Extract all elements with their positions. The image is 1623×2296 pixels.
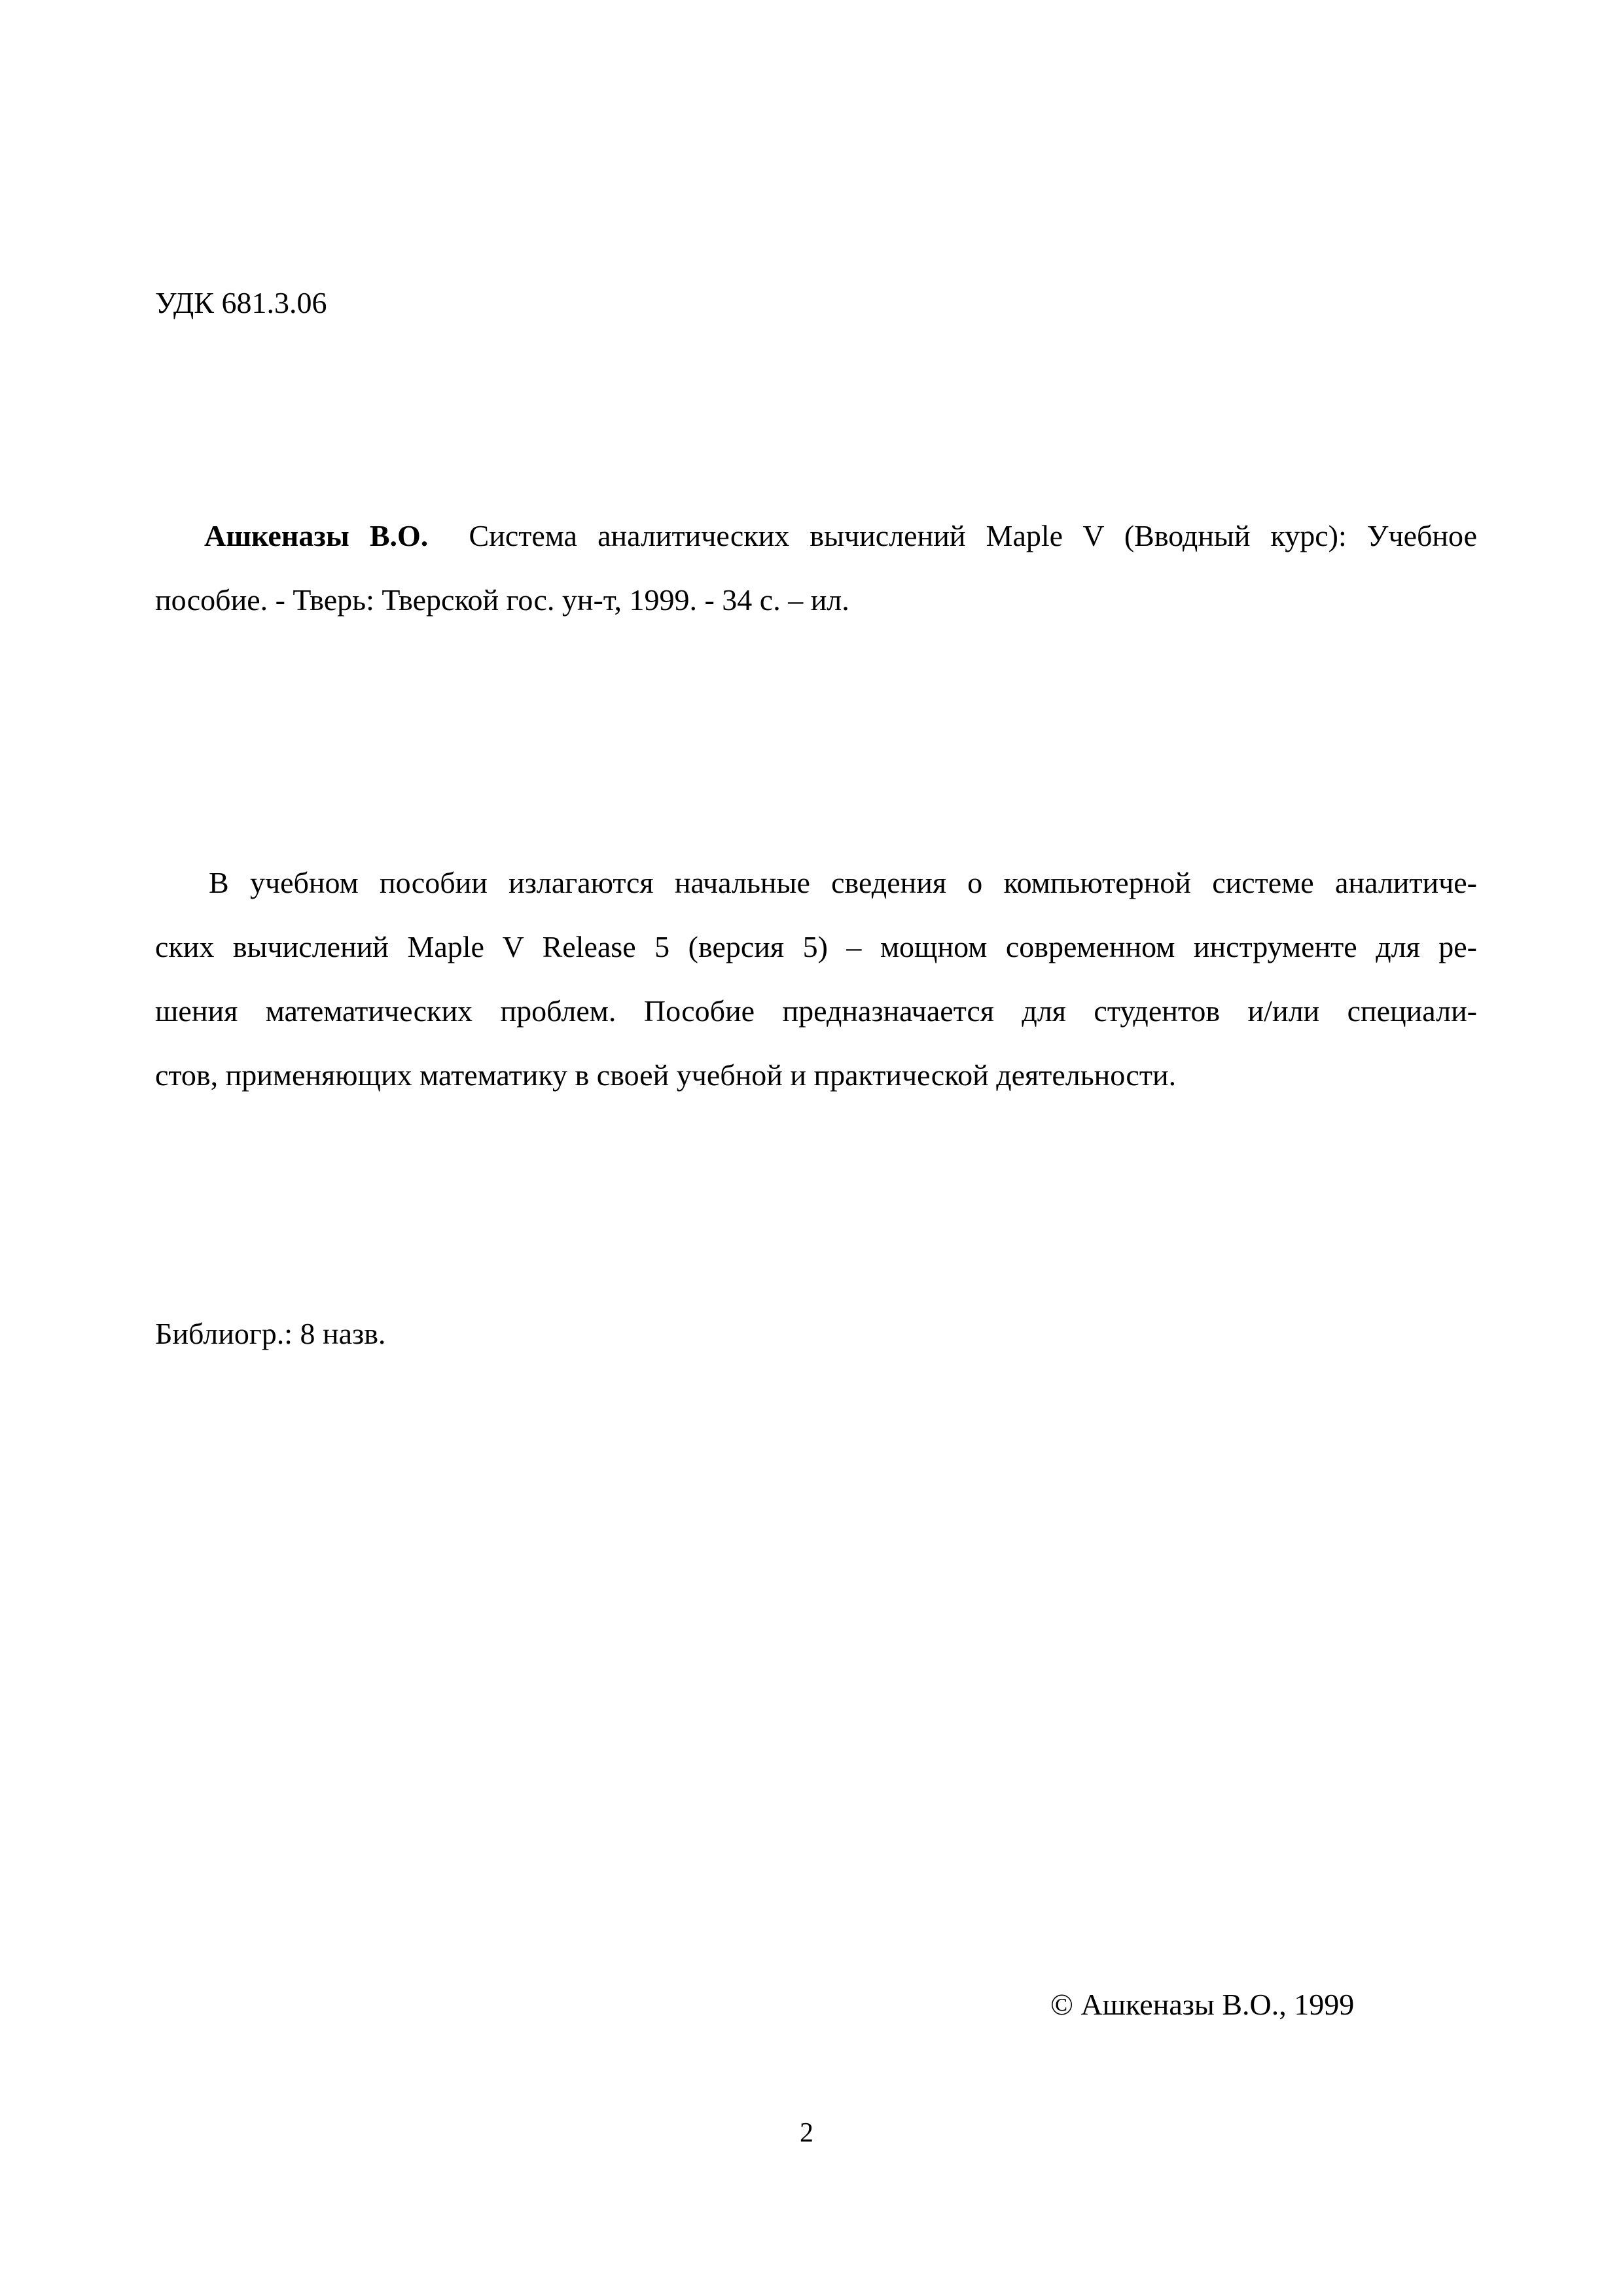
citation-line-2: пособие. - Тверь: Тверской гос. ун-т, 1999. - 34 с. – ил. bbox=[155, 583, 849, 617]
copyright-notice: © Ашкеназы В.О., 1999 bbox=[1050, 1988, 1355, 2021]
citation-author: Ашкеназы В.О. bbox=[204, 519, 429, 552]
citation-block bbox=[155, 504, 1477, 632]
abstract-line-3: шения математических проблем. Пособие предназначается для студентов и/или специали- bbox=[155, 994, 1477, 1028]
bibliography-note: Библиогр.: 8 назв. bbox=[155, 1317, 386, 1350]
abstract-block bbox=[155, 851, 1477, 1107]
citation-title: Система аналитических вычислений Maple V (Вводный курс): Учебное bbox=[469, 519, 1477, 552]
citation-line-1 bbox=[155, 504, 1477, 568]
udc-code: УДК 681.3.06 bbox=[155, 286, 327, 319]
page-number: 2 bbox=[800, 2118, 813, 2148]
abstract-line-2: ских вычислений Maple V Release 5 (версия 5) – мощном современном инструменте для ре- bbox=[155, 930, 1477, 963]
abstract-line-1: В учебном пособии излагаются начальные сведения о компьютерной системе аналитиче- bbox=[209, 866, 1477, 899]
abstract-line-4: стов, применяющих математику в своей учебной и практической деятельности. bbox=[155, 1058, 1177, 1092]
